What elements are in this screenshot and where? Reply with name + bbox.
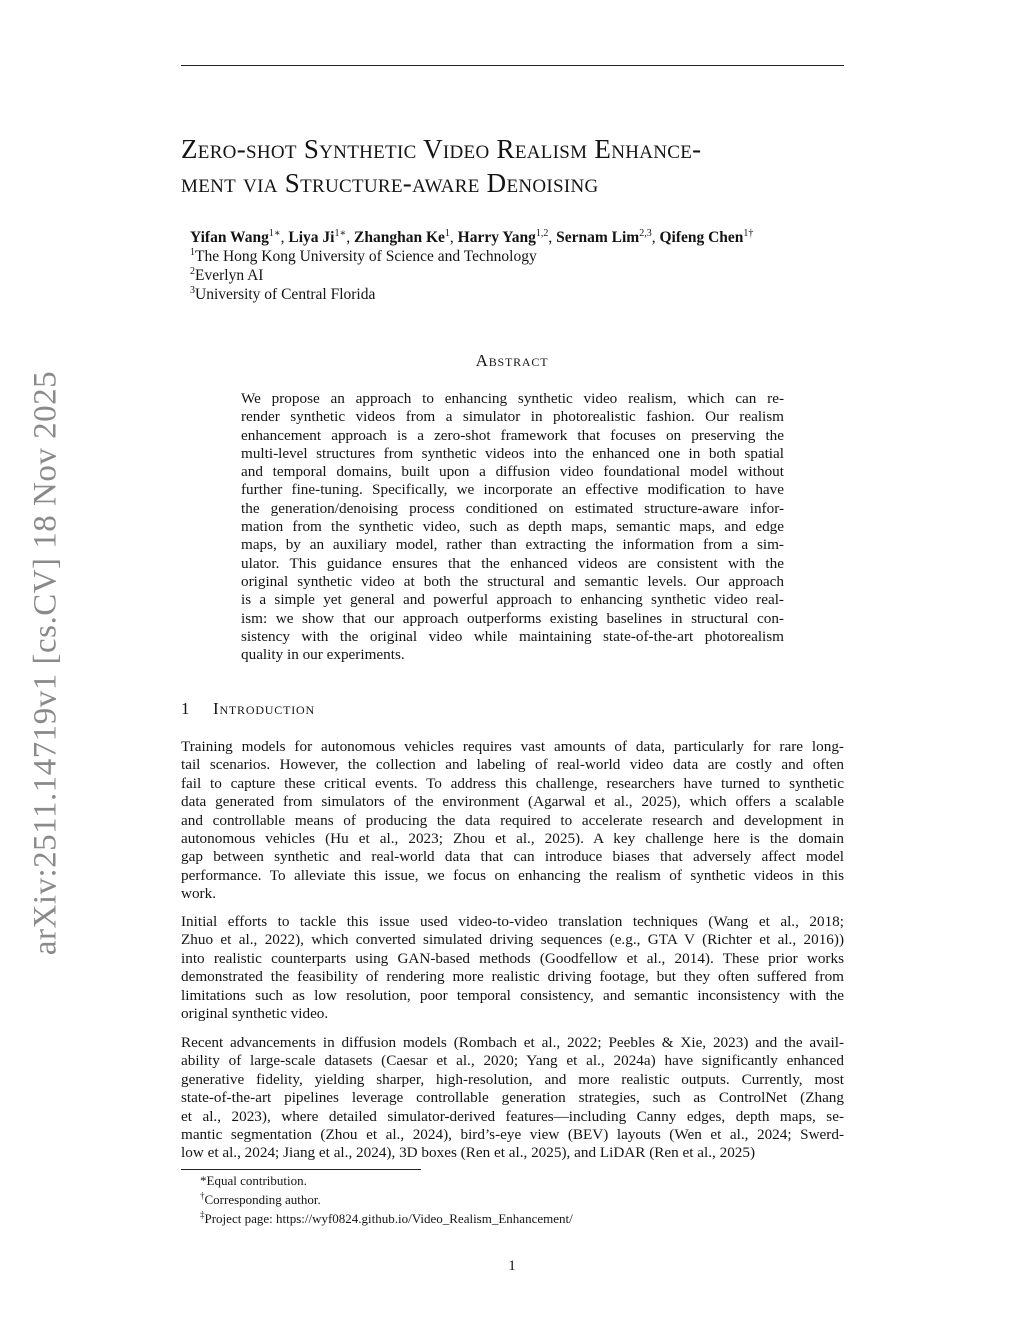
- arxiv-side-stamp: arXiv:2511.14719v1 [cs.CV] 18 Nov 2025: [27, 370, 64, 956]
- text-line: tail scenarios. However, the collection and labeling of real-world video data are costly and often: [181, 756, 844, 774]
- text-line: render synthetic videos from a simulator in photorealistic fashion. Our realism: [241, 408, 784, 426]
- author-affil-sup: 1: [444, 227, 450, 239]
- intro-paragraph: [181, 738, 844, 904]
- abstract-body: [241, 390, 784, 664]
- author-separator: ,: [346, 229, 354, 246]
- text-line: is a simple yet general and powerful approach to enhancing synthetic video real-: [241, 591, 784, 609]
- affiliation: [190, 285, 830, 304]
- text-line: the generation/denoising process conditioned on estimated structure-aware infor-: [241, 499, 784, 517]
- footnotes: [200, 1172, 573, 1228]
- footnote: [200, 1191, 573, 1210]
- footnote: [200, 1172, 573, 1191]
- text-line: Zhuo et al., 2022), which converted simulated driving sequences (e.g., GTA V (Richter et al., 2016)): [181, 931, 844, 949]
- section-title: Introduction: [213, 699, 315, 718]
- author-affil-sup: 1∗: [268, 227, 281, 239]
- text-line: mation from the synthetic video, such as depth maps, semantic maps, and edge: [241, 518, 784, 536]
- text-line: gap between synthetic and real-world data that can introduce biases that adversely affect model: [181, 848, 844, 866]
- affiliation-name: The Hong Kong University of Science and Technology: [195, 248, 537, 265]
- text-line: work.: [181, 885, 217, 903]
- text-line: We propose an approach to enhancing synthetic video realism, which can re-: [241, 390, 784, 407]
- text-line: multi-level structures from synthetic videos into the enhanced one in both spatial: [241, 444, 784, 462]
- text-line: Recent advancements in diffusion models (Rombach et al., 2022; Peebles & Xie, 2023) and the avail-: [181, 1034, 844, 1051]
- text-line: et al., 2023), where detailed simulator-derived features—including Canny edges, depth maps, se-: [181, 1107, 844, 1125]
- affiliation-name: University of Central Florida: [195, 286, 376, 303]
- text-line: autonomous vehicles (Hu et al., 2023; Zhou et al., 2025). A key challenge here is the domain: [181, 830, 844, 848]
- affiliation-sup: 1: [190, 246, 195, 258]
- author-separator: ,: [548, 229, 557, 246]
- footnote-rule: [181, 1169, 421, 1170]
- section-number: 1: [181, 699, 191, 718]
- text-line: original synthetic video at both the structural and semantic levels. Our approach: [241, 572, 784, 590]
- text-line: demonstrated the feasibility of rendering more realistic driving footage, but they often suffered from: [181, 968, 844, 986]
- author-name: Sernam Lim: [556, 229, 640, 246]
- author-separator: ,: [449, 229, 458, 246]
- text-line: state-of-the-art pipelines leverage controllable generation strategies, such as ControlNet (Zhang: [181, 1089, 844, 1107]
- author-separator: ,: [280, 229, 289, 246]
- text-line: quality in our experiments.: [241, 646, 405, 664]
- footnote-text: *Equal contribution.: [200, 1173, 307, 1188]
- text-line: Training models for autonomous vehicles requires vast amounts of data, particularly for rare long-: [181, 738, 844, 755]
- intro-paragraph: [181, 913, 844, 1023]
- header-rule: [181, 65, 844, 66]
- author-name: Qifeng Chen: [659, 229, 744, 246]
- author-separator: ,: [651, 229, 660, 246]
- text-line: further fine-tuning. Specifically, we incorporate an effective modification to have: [241, 481, 784, 499]
- section-heading: [181, 699, 315, 719]
- text-line: sistency with the original video while maintaining state-of-the-art photorealism: [241, 627, 784, 645]
- author-name: Yifan Wang: [190, 229, 269, 246]
- text-line: performance. To alleviate this issue, we focus on enhancing the realism of synthetic videos in this: [181, 866, 844, 884]
- text-line: ism: we show that our approach outperforms existing baselines in structural con-: [241, 609, 784, 627]
- text-line: into realistic counterparts using GAN-based methods (Goodfellow et al., 2014). These prior works: [181, 949, 844, 967]
- text-line: ability of large-scale datasets (Caesar et al., 2020; Yang et al., 2024a) have significantly enhanced: [181, 1052, 844, 1070]
- footnote-text: Corresponding author.: [204, 1191, 321, 1207]
- affiliation-sup: 3: [190, 284, 195, 296]
- text-line: generative fidelity, yielding sharper, high-resolution, and more realistic outputs. Currently, most: [181, 1070, 844, 1088]
- title-line: Zero-shot Synthetic Video Realism Enhance-: [181, 134, 702, 164]
- text-line: limitations such as low resolution, poor temporal consistency, and semantic inconsistency with the: [181, 986, 844, 1004]
- title-line: ment via Structure-aware Denoising: [181, 168, 599, 198]
- paper-title: [181, 132, 861, 200]
- author-name: Liya Ji: [288, 229, 335, 246]
- author-name: Harry Yang: [457, 229, 536, 246]
- page-number: 1: [508, 1258, 516, 1274]
- footnote-mark: †: [200, 1190, 205, 1201]
- author-affil-sup: 1†: [743, 227, 754, 239]
- text-line: and temporal domains, built upon a diffusion video foundational model without: [241, 463, 784, 481]
- abstract-heading: Abstract: [475, 351, 549, 370]
- text-line: maps, by an auxiliary model, rather than extracting the information from a sim-: [241, 536, 784, 554]
- text-line: low et al., 2024; Jiang et al., 2024), 3D boxes (Ren et al., 2025), and LiDAR (Ren et al., 2025): [181, 1144, 756, 1162]
- text-line: mantic segmentation (Zhou et al., 2024), bird’s-eye view (BEV) layouts (Wen et al., 2024; Swerd-: [181, 1126, 844, 1144]
- affiliation-name: Everlyn AI: [195, 267, 264, 284]
- footnote-mark: ‡: [200, 1209, 205, 1220]
- author-name: Zhanghan Ke: [354, 229, 445, 246]
- text-line: and controllable means of producing the data required to accelerate research and development in: [181, 811, 844, 829]
- affiliation: [190, 247, 830, 266]
- text-line: Initial efforts to tackle this issue used video-to-video translation techniques (Wang et al., 2018;: [181, 913, 844, 930]
- text-line: fail to capture these critical events. To address this challenge, researchers have turned to synthetic: [181, 774, 844, 792]
- text-line: original synthetic video.: [181, 1005, 329, 1023]
- author-list: [190, 228, 830, 247]
- author-affil-sup: 2,3: [639, 227, 652, 239]
- author-affil-sup: 1,2: [535, 227, 549, 239]
- author-block: [190, 228, 830, 304]
- affiliation: [190, 266, 830, 285]
- footnote: [200, 1210, 573, 1229]
- affiliation-sup: 2: [190, 265, 195, 277]
- text-line: enhancement approach is a zero-shot framework that focuses on preserving the: [241, 426, 784, 444]
- author-affil-sup: 1∗: [334, 227, 347, 239]
- text-line: ulator. This guidance ensures that the enhanced videos are consistent with the: [241, 554, 784, 572]
- footnote-text: Project page: https://wyf0824.github.io/Video_Realism_Enhancement/: [204, 1210, 573, 1226]
- intro-paragraph: [181, 1034, 844, 1163]
- text-line: data generated from simulators of the environment (Agarwal et al., 2025), which offers a scalable: [181, 793, 844, 811]
